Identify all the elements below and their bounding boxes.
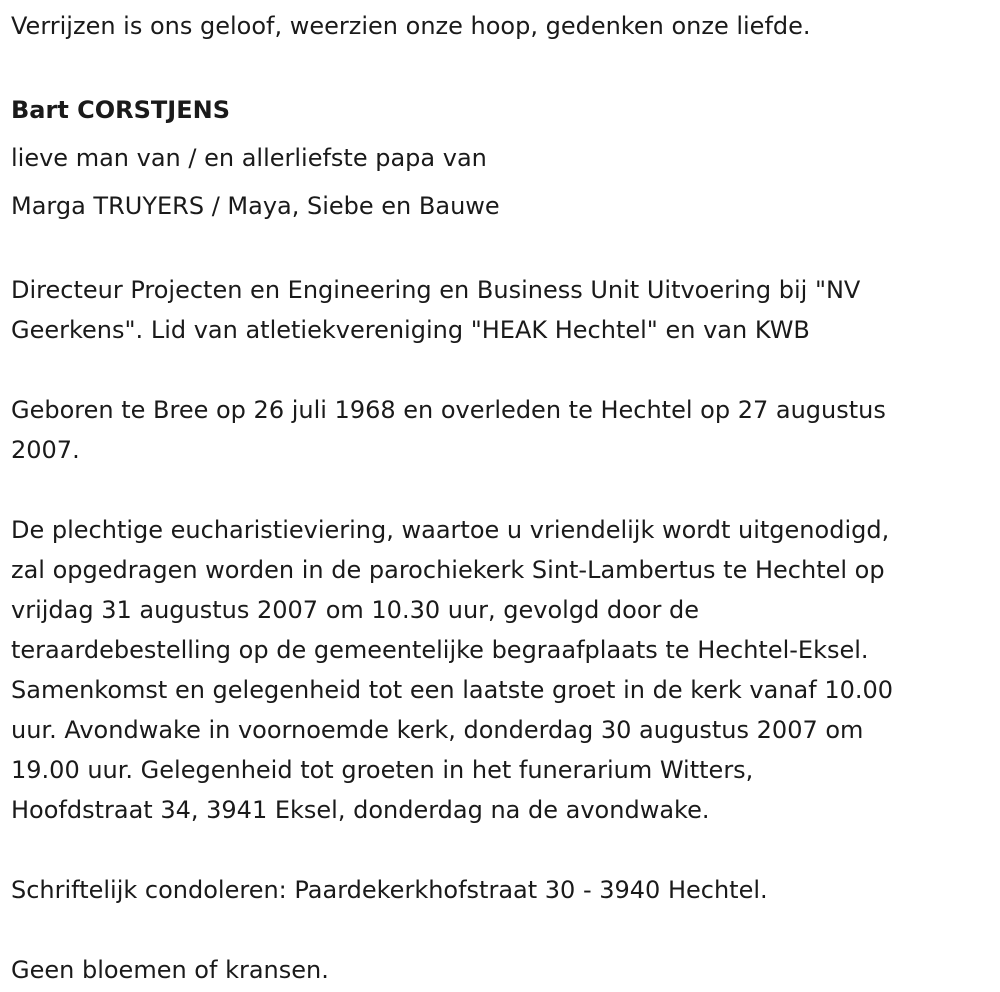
ceremony-line: zal opgedragen worden in de parochiekerk Sint-Lambertus te Hechtel op — [11, 556, 885, 584]
deceased-name: Bart CORSTJENS — [11, 96, 230, 124]
condolence-address: Schriftelijk condoleren: Paardekerkhofstraat 30 - 3940 Hechtel. — [11, 876, 768, 904]
motto: Verrijzen is ons geloof, weerzien onze hoop, gedenken onze liefde. — [11, 12, 811, 40]
ceremony-line: Samenkomst en gelegenheid tot een laatste groet in de kerk vanaf 10.00 — [11, 676, 894, 704]
obituary-text — [11, 6, 991, 990]
birth-death-line: 2007. — [11, 436, 80, 464]
profession-line: Geerkens". Lid van atletiekvereniging "HEAK Hechtel" en van KWB — [11, 316, 810, 344]
relation-line: lieve man van / en allerliefste papa van — [11, 144, 487, 172]
flowers-note: Geen bloemen of kransen. — [11, 956, 329, 984]
ceremony-line: vrijdag 31 augustus 2007 om 10.30 uur, gevolgd door de — [11, 596, 700, 624]
ceremony-line: teraardebestelling op de gemeentelijke begraafplaats te Hechtel-Eksel. — [11, 636, 869, 664]
ceremony-line: De plechtige eucharistieviering, waartoe u vriendelijk wordt uitgenodigd, — [11, 516, 890, 544]
profession-line: Directeur Projecten en Engineering en Business Unit Uitvoering bij "NV — [11, 276, 861, 304]
family-line: Marga TRUYERS / Maya, Siebe en Bauwe — [11, 192, 500, 220]
birth-death-line: Geboren te Bree op 26 juli 1968 en overleden te Hechtel op 27 augustus — [11, 396, 886, 424]
ceremony-line: 19.00 uur. Gelegenheid tot groeten in het funerarium Witters, — [11, 756, 754, 784]
ceremony-line: Hoofdstraat 34, 3941 Eksel, donderdag na de avondwake. — [11, 796, 710, 824]
ceremony-line: uur. Avondwake in voornoemde kerk, donderdag 30 augustus 2007 om — [11, 716, 864, 744]
